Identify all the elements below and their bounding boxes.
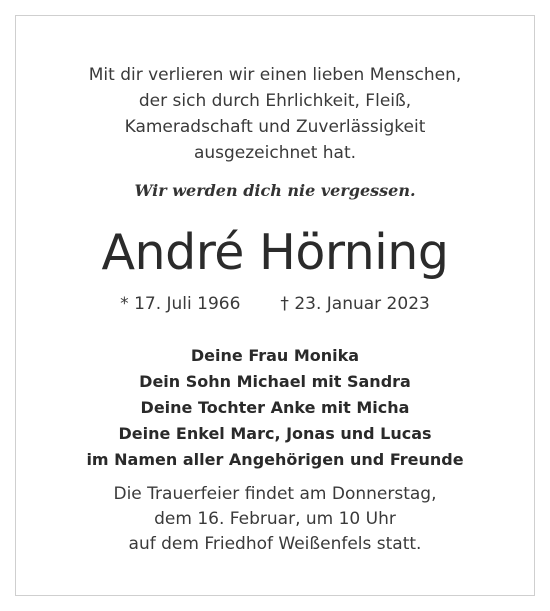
service-line: auf dem Friedhof Weißenfels statt. [128,534,422,554]
birth-date: * 17. Juli 1966 [120,294,241,314]
motto: Wir werden dich nie vergessen. [134,181,416,200]
funeral-service-info [16,482,534,557]
service-line: dem 16. Februar, um 10 Uhr [154,509,396,529]
intro-text [16,62,534,166]
intro-line: der sich durch Ehrlichkeit, Fleiß, [138,91,412,111]
intro-line: Kameradschaft und Zuverlässigkeit [124,117,426,137]
service-line: Die Trauerfeier findet am Donnerstag, [113,484,437,504]
deceased-name: André Hörning [101,224,449,281]
mourner-line: Dein Sohn Michael mit Sandra [139,372,411,391]
intro-line: ausgezeichnet hat. [193,143,357,163]
life-dates [16,292,534,316]
intro-line: Mit dir verlieren wir einen lieben Menschen, [88,65,462,85]
mourner-line: Deine Enkel Marc, Jonas und Lucas [118,424,432,443]
mourner-line: im Namen aller Angehörigen und Freunde [86,450,464,469]
mourner-line: Deine Frau Monika [190,346,360,365]
mourner-line: Deine Tochter Anke mit Micha [140,398,410,417]
death-date: † 23. Januar 2023 [280,294,430,314]
obituary-notice [15,15,535,596]
mourners-list [16,343,534,473]
